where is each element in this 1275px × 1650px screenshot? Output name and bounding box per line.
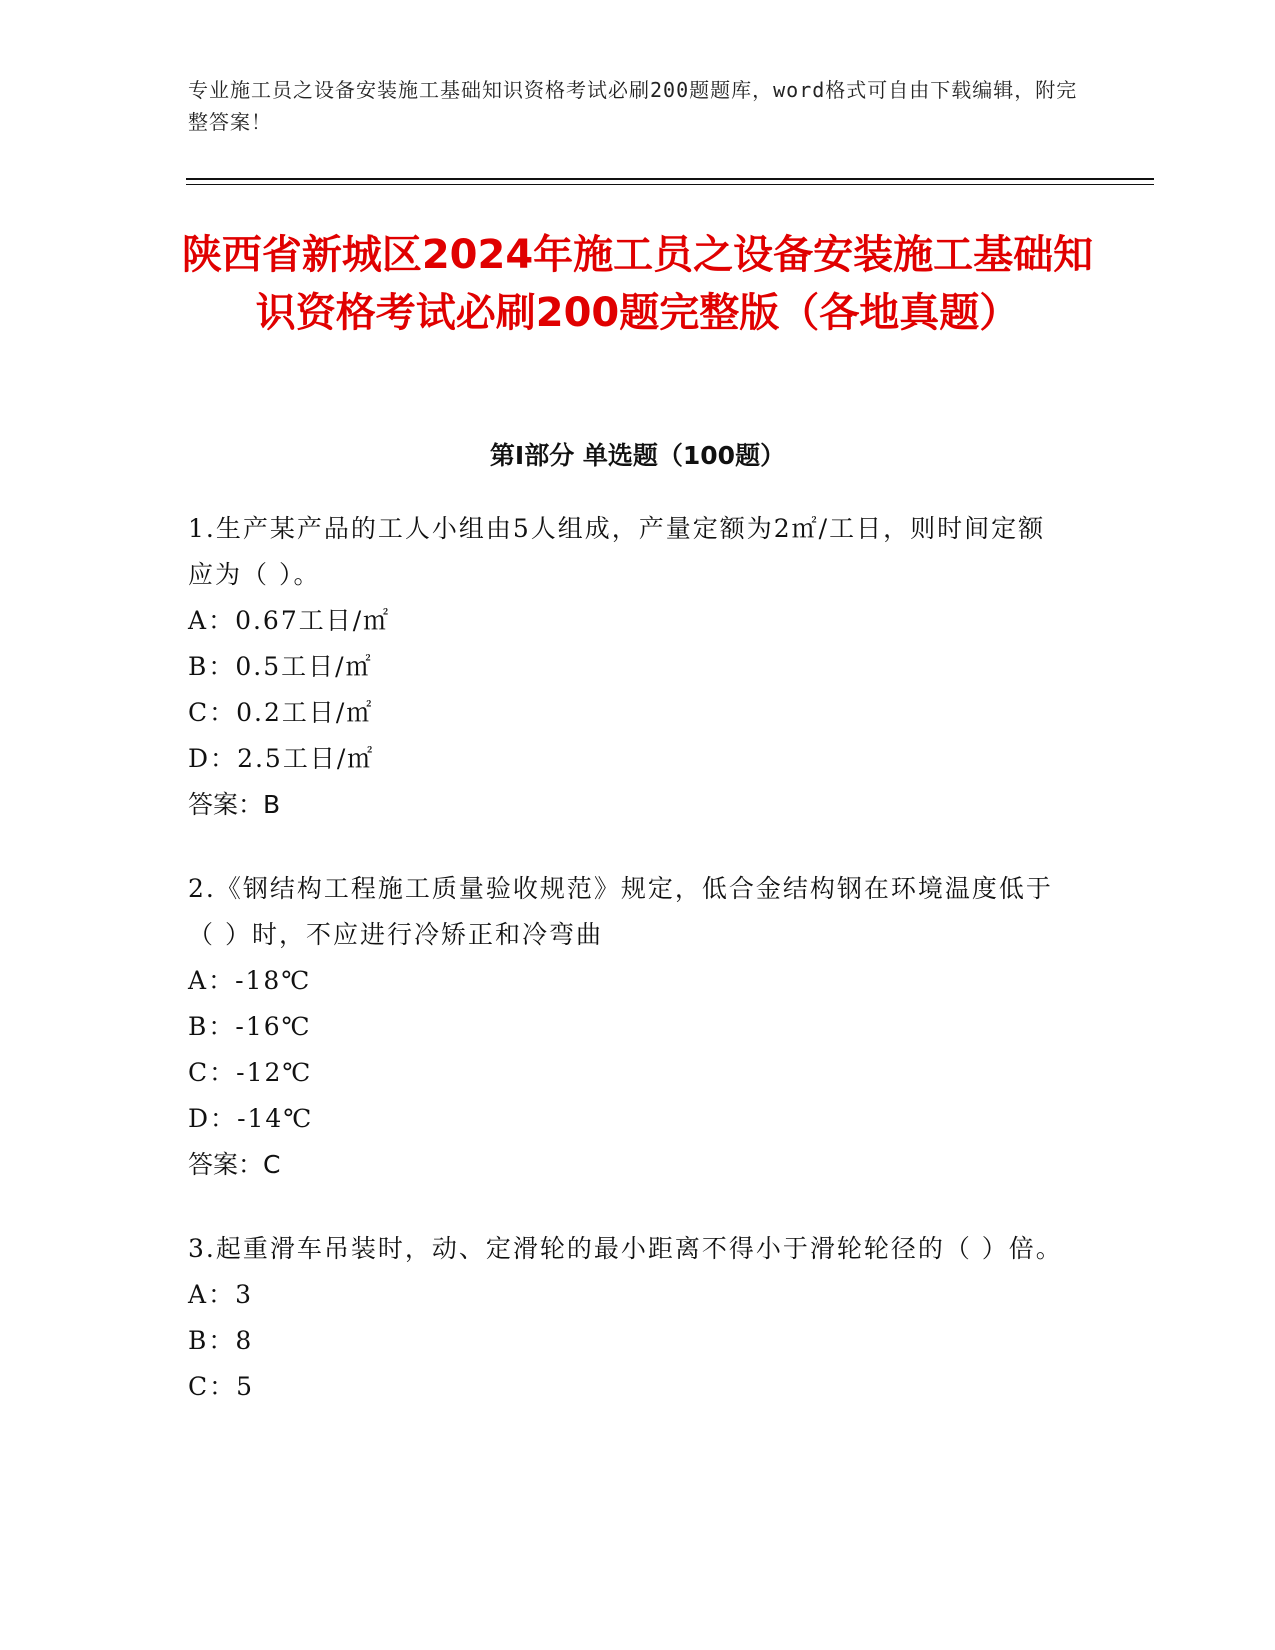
option-letter: A (188, 1280, 209, 1309)
question-stem: 3.起重滑车吊装时，动、定滑轮的最小距离不得小于滑轮轮径的（ ）倍。 (188, 1234, 1063, 1263)
option-b (188, 1004, 1068, 1050)
option-text: 0.5工日/㎡ (235, 652, 373, 681)
header-divider-thick (186, 178, 1154, 180)
option-text: 0.2工日/㎡ (236, 698, 374, 727)
question-1 (188, 506, 1068, 828)
option-separator: ： (208, 966, 236, 995)
option-letter: D (188, 1104, 211, 1133)
option-c (188, 690, 1068, 736)
question-2 (188, 866, 1068, 1188)
option-text: 3 (235, 1280, 253, 1309)
option-letter: B (188, 1012, 209, 1041)
option-letter: D (188, 744, 211, 773)
option-a (188, 958, 1068, 1004)
option-separator: ： (208, 652, 236, 681)
option-text: -16℃ (235, 1012, 312, 1041)
option-separator: ： (210, 1104, 238, 1133)
option-d (188, 1096, 1068, 1142)
option-c (188, 1050, 1068, 1096)
option-d (188, 736, 1068, 782)
option-letter: B (188, 652, 209, 681)
option-letter: A (188, 606, 209, 635)
option-separator: ： (208, 1280, 236, 1309)
option-b (188, 644, 1068, 690)
option-separator: ： (209, 1058, 237, 1087)
option-separator: ： (208, 1012, 236, 1041)
option-letter: C (188, 1372, 210, 1401)
option-letter: C (188, 698, 210, 727)
option-a (188, 598, 1068, 644)
option-text: -14℃ (237, 1104, 314, 1133)
option-separator: ： (210, 744, 238, 773)
option-separator: ： (209, 698, 237, 727)
option-text: 2.5工日/㎡ (237, 744, 375, 773)
answer-line (188, 1142, 1068, 1188)
answer-value: C (263, 1150, 281, 1179)
header-note: 专业施工员之设备安装施工基础知识资格考试必刷200题题库，word格式可自由下载编辑，附完整答案！ (188, 78, 1078, 134)
option-a (188, 1272, 1068, 1318)
section-heading: 第I部分 单选题（100题） (489, 441, 786, 470)
header-divider-thin (186, 184, 1154, 185)
question-3 (188, 1226, 1068, 1410)
option-c (188, 1364, 1068, 1410)
question-stem: 2.《钢结构工程施工质量验收规范》规定，低合金结构钢在环境温度低于（ ）时，不应进行冷矫正和冷弯曲 (188, 874, 1053, 949)
option-separator: ： (208, 1326, 236, 1355)
document-title: 陕西省新城区2024年施工员之设备安装施工基础知识资格考试必刷200题完整版（各地真题） (181, 232, 1094, 336)
answer-line (188, 782, 1068, 828)
option-letter: A (188, 966, 209, 995)
option-separator: ： (208, 606, 236, 635)
option-b (188, 1318, 1068, 1364)
option-text: 5 (236, 1372, 255, 1401)
option-text: -18℃ (235, 966, 312, 995)
question-stem: 1.生产某产品的工人小组由5人组成，产量定额为2㎡/工日，则时间定额应为（ ）。 (188, 514, 1046, 589)
option-text: -12℃ (236, 1058, 313, 1087)
option-text: 0.67工日/㎡ (235, 606, 391, 635)
option-text: 8 (235, 1326, 254, 1355)
answer-label: 答案： (188, 790, 264, 819)
option-separator: ： (209, 1372, 237, 1401)
option-letter: C (188, 1058, 210, 1087)
answer-value: B (263, 790, 281, 819)
answer-label: 答案： (188, 1150, 264, 1179)
option-letter: B (188, 1326, 209, 1355)
